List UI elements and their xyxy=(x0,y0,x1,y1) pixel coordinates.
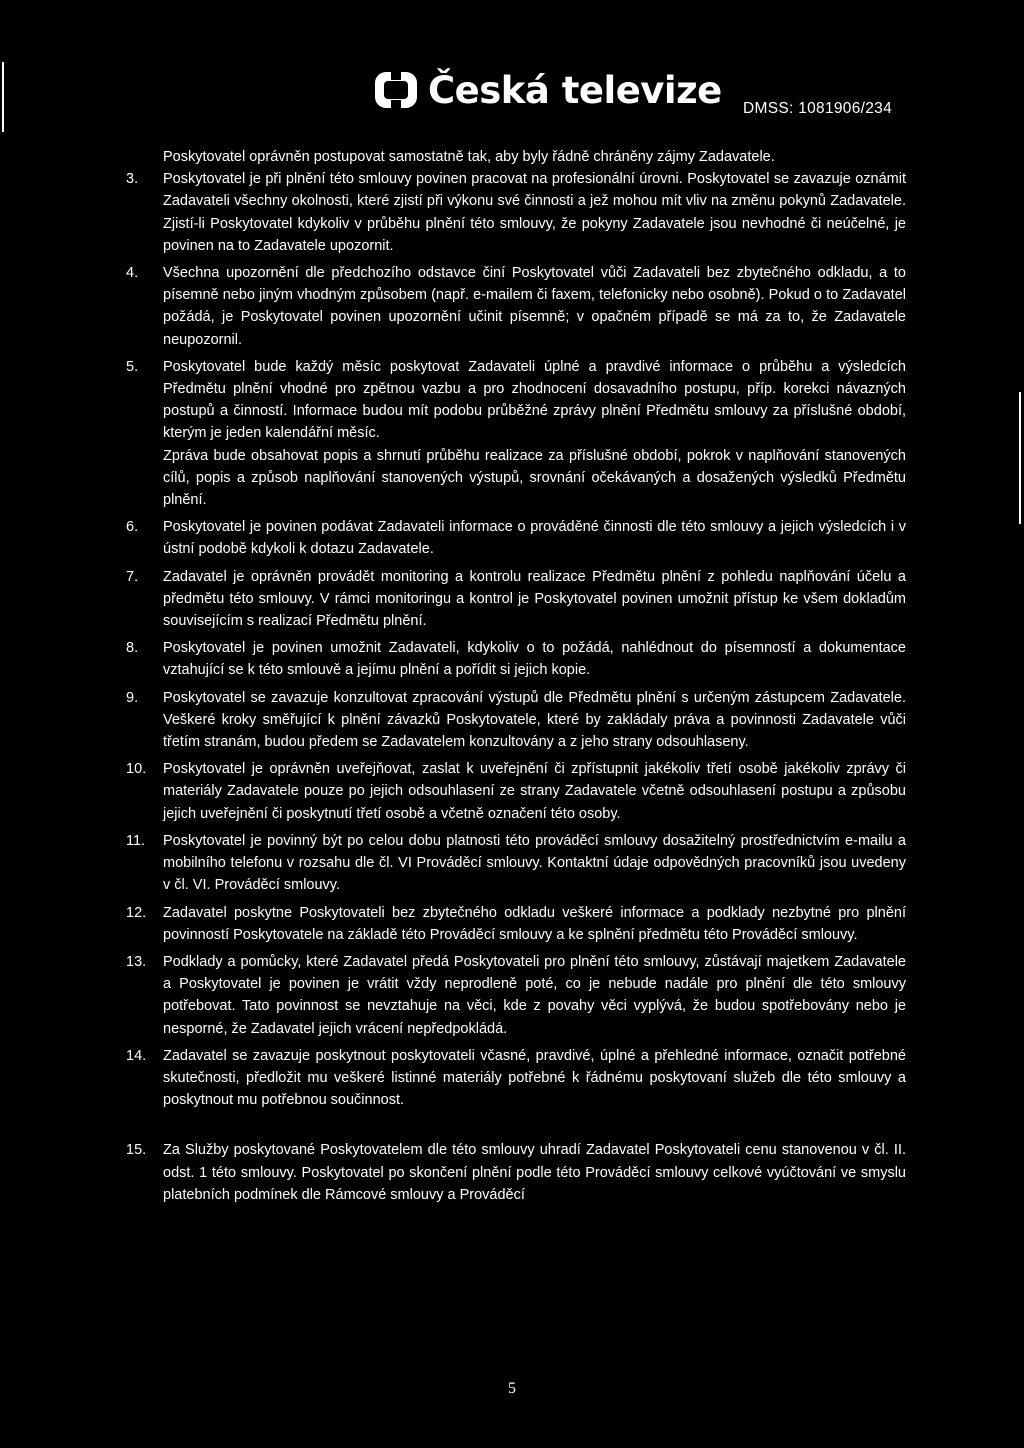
item-paragraph: Poskytovatel se zavazuje konzultovat zpracování výstupů dle Předmětu plnění s určeným zástupcem Zadavatele. Veškeré kroky směřující k plnění závazků Poskytovatele, které by zakládaly práva a povinnosti Zadavatele vůči třetím stranám, budou předem se Zadavatelem konzultovány a z jeho strany odsouhlaseny. xyxy=(163,689,906,751)
item-paragraph: Poskytovatel je povinen podávat Zadavateli informace o prováděné činnosti dle této smlouvy a jejich výsledcích i v ústní podobě kdykoli k dotazu Zadavatele. xyxy=(163,519,906,558)
item-number: 8. xyxy=(126,640,139,657)
item-content xyxy=(163,566,906,633)
item-content xyxy=(163,516,906,560)
ct-logo xyxy=(374,68,722,112)
list-item xyxy=(126,1045,906,1112)
document-body xyxy=(126,146,906,1206)
list-item xyxy=(126,262,906,351)
item-paragraph: Zadavatel poskytne Poskytovateli bez zbytečného odkladu veškeré informace a podklady nezbytné pro plnění povinností Poskytovatele na základě této Prováděcí smlouvy a ke splnění předmětu této Prováděcí smlouvy. xyxy=(163,904,906,943)
item-content xyxy=(163,951,906,1040)
item-number: 10. xyxy=(126,761,147,778)
list-item xyxy=(126,951,906,1040)
list-item xyxy=(126,168,906,257)
item-paragraph: Poskytovatel bude každý měsíc poskytovat Zadavateli úplné a pravdivé informace o průběhu a výsledcích Předmětu plnění vhodné pro zpětnou vazbu a pro zhodnocení dosavadního postupu, příp. korekci návazných postupů a činností. Informace budou mít podobu průběžné zprávy plnění Předmětu smlouvy za příslušné období, kterým je jeden kalendářní měsíc. xyxy=(163,358,906,442)
item-number: 14. xyxy=(126,1047,147,1064)
item-paragraph: Za Služby poskytované Poskytovatelem dle této smlouvy uhradí Zadavatel Poskytovateli cenu stanovenou v čl. II. odst. 1 této smlouvy. Poskytovatel po skončení plnění podle této Prováděcí smlouvy celkové vyúčtování ve smyslu platebních podmínek dle Rámcové smlouvy a Prováděcí xyxy=(163,1142,906,1203)
item-content xyxy=(163,356,906,511)
item-paragraph: Všechna upozornění dle předchozího odstavce činí Poskytovatel vůči Zadavateli bez zbytečného odkladu, a to písemně nebo jiným vhodným způsobem (např. e-mailem či faxem, telefonicky nebo osobně). Pokud o to Zadavatel požádá, je Poskytovatel povinen upozornění učinit písemně; v opačném případě se má za to, že Zadavatele neupozornil. xyxy=(163,265,906,348)
item-number: 7. xyxy=(126,568,139,585)
item-number: 12. xyxy=(126,904,147,921)
list-item xyxy=(126,637,906,681)
item-number: 5. xyxy=(126,358,139,375)
item-content xyxy=(163,1139,906,1206)
item-paragraph: Poskytovatel je při plnění této smlouvy povinen pracovat na profesionální úrovni. Poskytovatel se zavazuje oznámit Zadavateli všechny okolnosti, které zjistí při výkonu své činnosti a jež mohou mít vliv na změnu pokynů Zadavatele. Zjistí-li Poskytovatel kdykoliv v průběhu plnění této smlouvy, že pokyny Zadavatele jsou nevhodné či neúčelné, je povinen na to Zadavatele upozornit. xyxy=(163,171,906,254)
item-paragraph: Zadavatel se zavazuje poskytnout poskytovateli včasné, pravdivé, úplné a přehledné informace, označit potřebné skutečnosti, předložit mu veškeré listinné materiály potřebné k řádnému poskytovaní služeb dle této smlouvy a poskytnout mu potřebnou součinnost. xyxy=(163,1047,906,1109)
list-item xyxy=(126,830,906,897)
item-paragraph: Zpráva bude obsahovat popis a shrnutí průběhu realizace za příslušné období, pokrok v naplňování stanovených cílů, popis a způsob naplňování stanovených výstupů, srovnání očekávaných a dosažených výsledků Předmětu plnění. xyxy=(163,447,906,509)
item-number: 15. xyxy=(126,1142,147,1159)
list-item xyxy=(126,516,906,560)
ct-logo-icon xyxy=(374,70,418,110)
list-item xyxy=(126,566,906,633)
item-paragraph: Podklady a pomůcky, které Zadavatel předá Poskytovateli pro plnění této smlouvy, zůstávají majetkem Zadavatele a Poskytovatel je povinen je vrátit vždy neprodleně poté, co je nebude nadále pro plnění dle této smlouvy potřebovat. Tato povinnost se nevztahuje na věci, kde z povahy věci vyplývá, že budou spotřebovány nebo je nesporné, že Zadavatel jejich vrácení nepředpokládá. xyxy=(163,953,906,1037)
item-number: 6. xyxy=(126,519,139,536)
list-item xyxy=(126,902,906,946)
item-content xyxy=(163,1045,906,1112)
item-content xyxy=(163,830,906,897)
page-header xyxy=(0,60,1024,120)
page-number: 5 xyxy=(508,1380,516,1397)
item-number: 11. xyxy=(126,832,146,849)
brand-name: Česká televize xyxy=(428,68,722,112)
item-paragraph: Poskytovatel je povinen umožnit Zadavateli, kdykoliv o to požádá, nahlédnout do písemností a dokumentace vztahující se k této smlouvě a jejímu plnění a pořídit si jejich kopie. xyxy=(163,640,906,679)
item-content xyxy=(163,902,906,946)
numbered-list xyxy=(126,168,906,1206)
item-content xyxy=(163,687,906,754)
list-item xyxy=(126,1139,906,1206)
item-paragraph: Zadavatel je oprávněn provádět monitoring a kontrolu realizace Předmětu plnění z pohledu naplňování účelu a předmětu této smlouvy. V rámci monitoringu a kontrol je Poskytovatel povinen umožnit přístup ke všem dokladům souvisejícím s realizací Předmětu plnění. xyxy=(163,568,906,630)
item-number: 13. xyxy=(126,953,147,970)
item-paragraph: Poskytovatel je povinný být po celou dobu platnosti této prováděcí smlouvy dosažitelný prostřednictvím e-mailu a mobilního telefonu v rozsahu dle čl. VI Prováděcí smlouvy. Kontaktní údaje odpovědných pracovníků jsou uvedeny v čl. VI. Prováděcí smlouvy. xyxy=(163,832,906,894)
list-item xyxy=(126,356,906,511)
item-content xyxy=(163,758,906,825)
lead-paragraph: Poskytovatel oprávněn postupovat samostatně tak, aby byly řádně chráněny zájmy Zadavatele. xyxy=(163,149,775,165)
item-number: 9. xyxy=(126,689,139,706)
item-number: 3. xyxy=(126,171,139,188)
item-content xyxy=(163,637,906,681)
item-content xyxy=(163,168,906,257)
item-paragraph: Poskytovatel je oprávněn uveřejňovat, zaslat k uveřejnění či zpřístupnit jakékoliv třetí osobě jakékoliv zprávy či materiály Zadavatele pouze po jejich odsouhlasení ze strany Zadavatele včetně odsouhlasení postupu a způsobu jejich uveřejnění či poskytnutí třetí osobě a včetně označení této osoby. xyxy=(163,761,906,822)
list-item xyxy=(126,758,906,825)
item-number: 4. xyxy=(126,265,139,282)
item-content xyxy=(163,262,906,351)
document-reference: DMSS: 1081906/234 xyxy=(743,100,893,117)
list-item xyxy=(126,687,906,754)
right-margin-mark xyxy=(1019,392,1021,524)
